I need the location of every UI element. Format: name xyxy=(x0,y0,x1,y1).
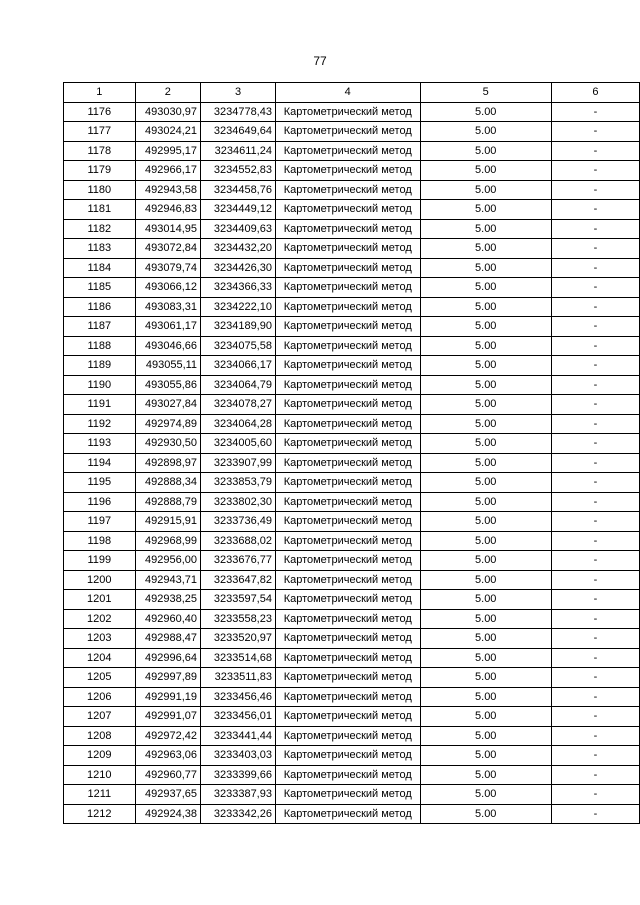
cell-x-coordinate: 492924,38 xyxy=(135,804,200,824)
cell-method: Картометрический метод xyxy=(275,356,420,376)
cell-accuracy: 5.00 xyxy=(420,200,551,220)
cell-accuracy: 5.00 xyxy=(420,297,551,317)
table-row xyxy=(64,122,640,142)
cell-point-number: 1195 xyxy=(64,473,136,493)
cell-x-coordinate: 492943,71 xyxy=(135,570,200,590)
cell-accuracy: 5.00 xyxy=(420,395,551,415)
cell-method: Картометрический метод xyxy=(275,239,420,259)
cell-point-number: 1188 xyxy=(64,336,136,356)
cell-y-coordinate: 3233441,44 xyxy=(201,726,276,746)
cell-x-coordinate: 492988,47 xyxy=(135,629,200,649)
cell-accuracy: 5.00 xyxy=(420,414,551,434)
cell-note: - xyxy=(551,317,639,337)
table-row xyxy=(64,141,640,161)
cell-note: - xyxy=(551,648,639,668)
cell-note: - xyxy=(551,122,639,142)
cell-method: Картометрический метод xyxy=(275,141,420,161)
cell-note: - xyxy=(551,473,639,493)
cell-accuracy: 5.00 xyxy=(420,590,551,610)
cell-point-number: 1180 xyxy=(64,180,136,200)
cell-note: - xyxy=(551,765,639,785)
cell-y-coordinate: 3233511,83 xyxy=(201,668,276,688)
cell-y-coordinate: 3234189,90 xyxy=(201,317,276,337)
cell-point-number: 1179 xyxy=(64,161,136,181)
cell-method: Картометрический метод xyxy=(275,590,420,610)
column-header-3: 3 xyxy=(201,83,276,103)
cell-point-number: 1199 xyxy=(64,551,136,571)
table-row xyxy=(64,258,640,278)
cell-y-coordinate: 3233558,23 xyxy=(201,609,276,629)
table-body xyxy=(64,102,640,824)
table-row xyxy=(64,668,640,688)
cell-y-coordinate: 3234458,76 xyxy=(201,180,276,200)
cell-accuracy: 5.00 xyxy=(420,512,551,532)
cell-accuracy: 5.00 xyxy=(420,765,551,785)
cell-y-coordinate: 3233688,02 xyxy=(201,531,276,551)
cell-point-number: 1178 xyxy=(64,141,136,161)
cell-accuracy: 5.00 xyxy=(420,141,551,161)
cell-y-coordinate: 3234409,63 xyxy=(201,219,276,239)
cell-note: - xyxy=(551,531,639,551)
table-row xyxy=(64,492,640,512)
cell-point-number: 1190 xyxy=(64,375,136,395)
cell-accuracy: 5.00 xyxy=(420,219,551,239)
cell-accuracy: 5.00 xyxy=(420,317,551,337)
cell-method: Картометрический метод xyxy=(275,414,420,434)
cell-method: Картометрический метод xyxy=(275,258,420,278)
cell-accuracy: 5.00 xyxy=(420,629,551,649)
table-row xyxy=(64,219,640,239)
table-row xyxy=(64,434,640,454)
cell-note: - xyxy=(551,258,639,278)
cell-point-number: 1181 xyxy=(64,200,136,220)
cell-method: Картометрический метод xyxy=(275,102,420,122)
cell-note: - xyxy=(551,590,639,610)
cell-note: - xyxy=(551,375,639,395)
cell-method: Картометрический метод xyxy=(275,570,420,590)
cell-point-number: 1196 xyxy=(64,492,136,512)
cell-method: Картометрический метод xyxy=(275,200,420,220)
cell-point-number: 1182 xyxy=(64,219,136,239)
cell-note: - xyxy=(551,278,639,298)
cell-point-number: 1184 xyxy=(64,258,136,278)
cell-point-number: 1191 xyxy=(64,395,136,415)
cell-y-coordinate: 3234066,17 xyxy=(201,356,276,376)
cell-note: - xyxy=(551,336,639,356)
cell-note: - xyxy=(551,414,639,434)
cell-accuracy: 5.00 xyxy=(420,336,551,356)
cell-note: - xyxy=(551,180,639,200)
cell-method: Картометрический метод xyxy=(275,746,420,766)
cell-x-coordinate: 493014,95 xyxy=(135,219,200,239)
cell-method: Картометрический метод xyxy=(275,648,420,668)
cell-y-coordinate: 3233736,49 xyxy=(201,512,276,532)
cell-x-coordinate: 492888,79 xyxy=(135,492,200,512)
cell-point-number: 1193 xyxy=(64,434,136,454)
table-row xyxy=(64,570,640,590)
cell-x-coordinate: 493030,97 xyxy=(135,102,200,122)
table-row xyxy=(64,414,640,434)
cell-x-coordinate: 493079,74 xyxy=(135,258,200,278)
cell-x-coordinate: 492974,89 xyxy=(135,414,200,434)
table-row xyxy=(64,317,640,337)
cell-point-number: 1209 xyxy=(64,746,136,766)
cell-point-number: 1212 xyxy=(64,804,136,824)
table-row xyxy=(64,648,640,668)
cell-note: - xyxy=(551,726,639,746)
table-row xyxy=(64,375,640,395)
table-row xyxy=(64,804,640,824)
cell-accuracy: 5.00 xyxy=(420,102,551,122)
cell-y-coordinate: 3233802,30 xyxy=(201,492,276,512)
cell-y-coordinate: 3233907,99 xyxy=(201,453,276,473)
cell-accuracy: 5.00 xyxy=(420,453,551,473)
cell-point-number: 1211 xyxy=(64,785,136,805)
cell-point-number: 1204 xyxy=(64,648,136,668)
table-row xyxy=(64,629,640,649)
cell-note: - xyxy=(551,239,639,259)
table-row xyxy=(64,512,640,532)
cell-point-number: 1176 xyxy=(64,102,136,122)
cell-point-number: 1183 xyxy=(64,239,136,259)
cell-note: - xyxy=(551,512,639,532)
table-header-row xyxy=(64,83,640,103)
cell-note: - xyxy=(551,668,639,688)
cell-note: - xyxy=(551,161,639,181)
cell-y-coordinate: 3234611,24 xyxy=(201,141,276,161)
cell-accuracy: 5.00 xyxy=(420,434,551,454)
cell-x-coordinate: 493024,21 xyxy=(135,122,200,142)
cell-y-coordinate: 3234222,10 xyxy=(201,297,276,317)
cell-note: - xyxy=(551,687,639,707)
cell-y-coordinate: 3234649,64 xyxy=(201,122,276,142)
cell-accuracy: 5.00 xyxy=(420,687,551,707)
table-row xyxy=(64,707,640,727)
cell-method: Картометрический метод xyxy=(275,492,420,512)
cell-x-coordinate: 493072,84 xyxy=(135,239,200,259)
cell-note: - xyxy=(551,609,639,629)
cell-method: Картометрический метод xyxy=(275,122,420,142)
table-row xyxy=(64,161,640,181)
cell-accuracy: 5.00 xyxy=(420,258,551,278)
cell-x-coordinate: 493066,12 xyxy=(135,278,200,298)
cell-y-coordinate: 3233853,79 xyxy=(201,473,276,493)
cell-x-coordinate: 492968,99 xyxy=(135,531,200,551)
table-row xyxy=(64,239,640,259)
cell-method: Картометрический метод xyxy=(275,395,420,415)
cell-point-number: 1194 xyxy=(64,453,136,473)
cell-method: Картометрический метод xyxy=(275,707,420,727)
cell-method: Картометрический метод xyxy=(275,336,420,356)
cell-y-coordinate: 3234552,83 xyxy=(201,161,276,181)
cell-y-coordinate: 3233676,77 xyxy=(201,551,276,571)
cell-method: Картометрический метод xyxy=(275,765,420,785)
table-row xyxy=(64,765,640,785)
table-row xyxy=(64,551,640,571)
cell-note: - xyxy=(551,356,639,376)
page-number: 77 xyxy=(313,54,327,68)
cell-y-coordinate: 3233514,68 xyxy=(201,648,276,668)
table-row xyxy=(64,102,640,122)
table-row xyxy=(64,531,640,551)
coordinates-table xyxy=(63,82,640,824)
cell-x-coordinate: 492937,65 xyxy=(135,785,200,805)
cell-y-coordinate: 3233520,97 xyxy=(201,629,276,649)
cell-y-coordinate: 3234432,20 xyxy=(201,239,276,259)
cell-x-coordinate: 492930,50 xyxy=(135,434,200,454)
cell-method: Картометрический метод xyxy=(275,434,420,454)
cell-accuracy: 5.00 xyxy=(420,707,551,727)
cell-point-number: 1203 xyxy=(64,629,136,649)
cell-accuracy: 5.00 xyxy=(420,122,551,142)
cell-x-coordinate: 492966,17 xyxy=(135,161,200,181)
table-row xyxy=(64,687,640,707)
cell-accuracy: 5.00 xyxy=(420,375,551,395)
cell-y-coordinate: 3234078,27 xyxy=(201,395,276,415)
cell-y-coordinate: 3233403,03 xyxy=(201,746,276,766)
cell-x-coordinate: 493083,31 xyxy=(135,297,200,317)
cell-note: - xyxy=(551,570,639,590)
column-header-4: 4 xyxy=(275,83,420,103)
cell-point-number: 1210 xyxy=(64,765,136,785)
cell-note: - xyxy=(551,200,639,220)
cell-note: - xyxy=(551,141,639,161)
cell-point-number: 1185 xyxy=(64,278,136,298)
cell-method: Картометрический метод xyxy=(275,317,420,337)
cell-method: Картометрический метод xyxy=(275,375,420,395)
cell-method: Картометрический метод xyxy=(275,785,420,805)
cell-x-coordinate: 492946,83 xyxy=(135,200,200,220)
cell-point-number: 1187 xyxy=(64,317,136,337)
table-row xyxy=(64,356,640,376)
cell-x-coordinate: 492960,77 xyxy=(135,765,200,785)
cell-point-number: 1192 xyxy=(64,414,136,434)
table-row xyxy=(64,473,640,493)
cell-accuracy: 5.00 xyxy=(420,239,551,259)
cell-x-coordinate: 492991,07 xyxy=(135,707,200,727)
cell-y-coordinate: 3233597,54 xyxy=(201,590,276,610)
cell-accuracy: 5.00 xyxy=(420,726,551,746)
cell-accuracy: 5.00 xyxy=(420,609,551,629)
cell-x-coordinate: 492915,91 xyxy=(135,512,200,532)
cell-note: - xyxy=(551,395,639,415)
cell-note: - xyxy=(551,492,639,512)
cell-method: Картометрический метод xyxy=(275,297,420,317)
cell-x-coordinate: 492938,25 xyxy=(135,590,200,610)
column-header-5: 5 xyxy=(420,83,551,103)
cell-x-coordinate: 492995,17 xyxy=(135,141,200,161)
table-row xyxy=(64,180,640,200)
cell-method: Картометрический метод xyxy=(275,512,420,532)
cell-accuracy: 5.00 xyxy=(420,161,551,181)
cell-method: Картометрический метод xyxy=(275,473,420,493)
cell-accuracy: 5.00 xyxy=(420,180,551,200)
column-header-6: 6 xyxy=(551,83,639,103)
table-row xyxy=(64,609,640,629)
cell-point-number: 1202 xyxy=(64,609,136,629)
cell-note: - xyxy=(551,746,639,766)
table-row xyxy=(64,590,640,610)
cell-y-coordinate: 3234064,28 xyxy=(201,414,276,434)
cell-x-coordinate: 493061,17 xyxy=(135,317,200,337)
cell-method: Картометрический метод xyxy=(275,629,420,649)
cell-point-number: 1207 xyxy=(64,707,136,727)
cell-point-number: 1208 xyxy=(64,726,136,746)
cell-point-number: 1198 xyxy=(64,531,136,551)
cell-note: - xyxy=(551,629,639,649)
cell-x-coordinate: 492972,42 xyxy=(135,726,200,746)
cell-point-number: 1200 xyxy=(64,570,136,590)
table-row xyxy=(64,453,640,473)
cell-x-coordinate: 492997,89 xyxy=(135,668,200,688)
cell-accuracy: 5.00 xyxy=(420,570,551,590)
cell-note: - xyxy=(551,785,639,805)
cell-y-coordinate: 3233342,26 xyxy=(201,804,276,824)
cell-method: Картометрический метод xyxy=(275,551,420,571)
cell-x-coordinate: 493055,11 xyxy=(135,356,200,376)
cell-method: Картометрический метод xyxy=(275,161,420,181)
cell-y-coordinate: 3233399,66 xyxy=(201,765,276,785)
cell-accuracy: 5.00 xyxy=(420,356,551,376)
cell-y-coordinate: 3233456,46 xyxy=(201,687,276,707)
cell-x-coordinate: 492898,97 xyxy=(135,453,200,473)
cell-method: Картометрический метод xyxy=(275,180,420,200)
cell-accuracy: 5.00 xyxy=(420,492,551,512)
cell-accuracy: 5.00 xyxy=(420,551,551,571)
cell-accuracy: 5.00 xyxy=(420,531,551,551)
cell-y-coordinate: 3233647,82 xyxy=(201,570,276,590)
cell-y-coordinate: 3233456,01 xyxy=(201,707,276,727)
cell-accuracy: 5.00 xyxy=(420,785,551,805)
table-row xyxy=(64,746,640,766)
column-header-1: 1 xyxy=(64,83,136,103)
cell-point-number: 1189 xyxy=(64,356,136,376)
cell-accuracy: 5.00 xyxy=(420,746,551,766)
cell-y-coordinate: 3234075,58 xyxy=(201,336,276,356)
cell-note: - xyxy=(551,102,639,122)
cell-note: - xyxy=(551,434,639,454)
cell-y-coordinate: 3233387,93 xyxy=(201,785,276,805)
table-row xyxy=(64,278,640,298)
table-row xyxy=(64,726,640,746)
cell-accuracy: 5.00 xyxy=(420,278,551,298)
cell-note: - xyxy=(551,804,639,824)
cell-x-coordinate: 492960,40 xyxy=(135,609,200,629)
cell-method: Картометрический метод xyxy=(275,453,420,473)
cell-note: - xyxy=(551,219,639,239)
table-row xyxy=(64,785,640,805)
cell-accuracy: 5.00 xyxy=(420,804,551,824)
cell-y-coordinate: 3234449,12 xyxy=(201,200,276,220)
cell-method: Картометрический метод xyxy=(275,804,420,824)
cell-x-coordinate: 492963,06 xyxy=(135,746,200,766)
cell-x-coordinate: 492888,34 xyxy=(135,473,200,493)
cell-y-coordinate: 3234005,60 xyxy=(201,434,276,454)
table-row xyxy=(64,395,640,415)
column-header-2: 2 xyxy=(135,83,200,103)
table-row xyxy=(64,297,640,317)
table-row xyxy=(64,336,640,356)
cell-x-coordinate: 492996,64 xyxy=(135,648,200,668)
cell-y-coordinate: 3234064,79 xyxy=(201,375,276,395)
cell-y-coordinate: 3234366,33 xyxy=(201,278,276,298)
cell-x-coordinate: 493046,66 xyxy=(135,336,200,356)
table-row xyxy=(64,200,640,220)
cell-note: - xyxy=(551,707,639,727)
cell-point-number: 1201 xyxy=(64,590,136,610)
cell-accuracy: 5.00 xyxy=(420,648,551,668)
cell-note: - xyxy=(551,453,639,473)
cell-note: - xyxy=(551,297,639,317)
cell-method: Картометрический метод xyxy=(275,726,420,746)
cell-y-coordinate: 3234426,30 xyxy=(201,258,276,278)
cell-accuracy: 5.00 xyxy=(420,473,551,493)
cell-x-coordinate: 493055,86 xyxy=(135,375,200,395)
cell-x-coordinate: 492991,19 xyxy=(135,687,200,707)
cell-method: Картометрический метод xyxy=(275,609,420,629)
cell-method: Картометрический метод xyxy=(275,531,420,551)
cell-method: Картометрический метод xyxy=(275,668,420,688)
cell-point-number: 1206 xyxy=(64,687,136,707)
cell-y-coordinate: 3234778,43 xyxy=(201,102,276,122)
cell-point-number: 1197 xyxy=(64,512,136,532)
cell-x-coordinate: 492956,00 xyxy=(135,551,200,571)
cell-accuracy: 5.00 xyxy=(420,668,551,688)
cell-point-number: 1186 xyxy=(64,297,136,317)
cell-method: Картометрический метод xyxy=(275,687,420,707)
cell-note: - xyxy=(551,551,639,571)
cell-point-number: 1205 xyxy=(64,668,136,688)
cell-x-coordinate: 492943,58 xyxy=(135,180,200,200)
cell-point-number: 1177 xyxy=(64,122,136,142)
cell-method: Картометрический метод xyxy=(275,219,420,239)
cell-x-coordinate: 493027,84 xyxy=(135,395,200,415)
cell-method: Картометрический метод xyxy=(275,278,420,298)
